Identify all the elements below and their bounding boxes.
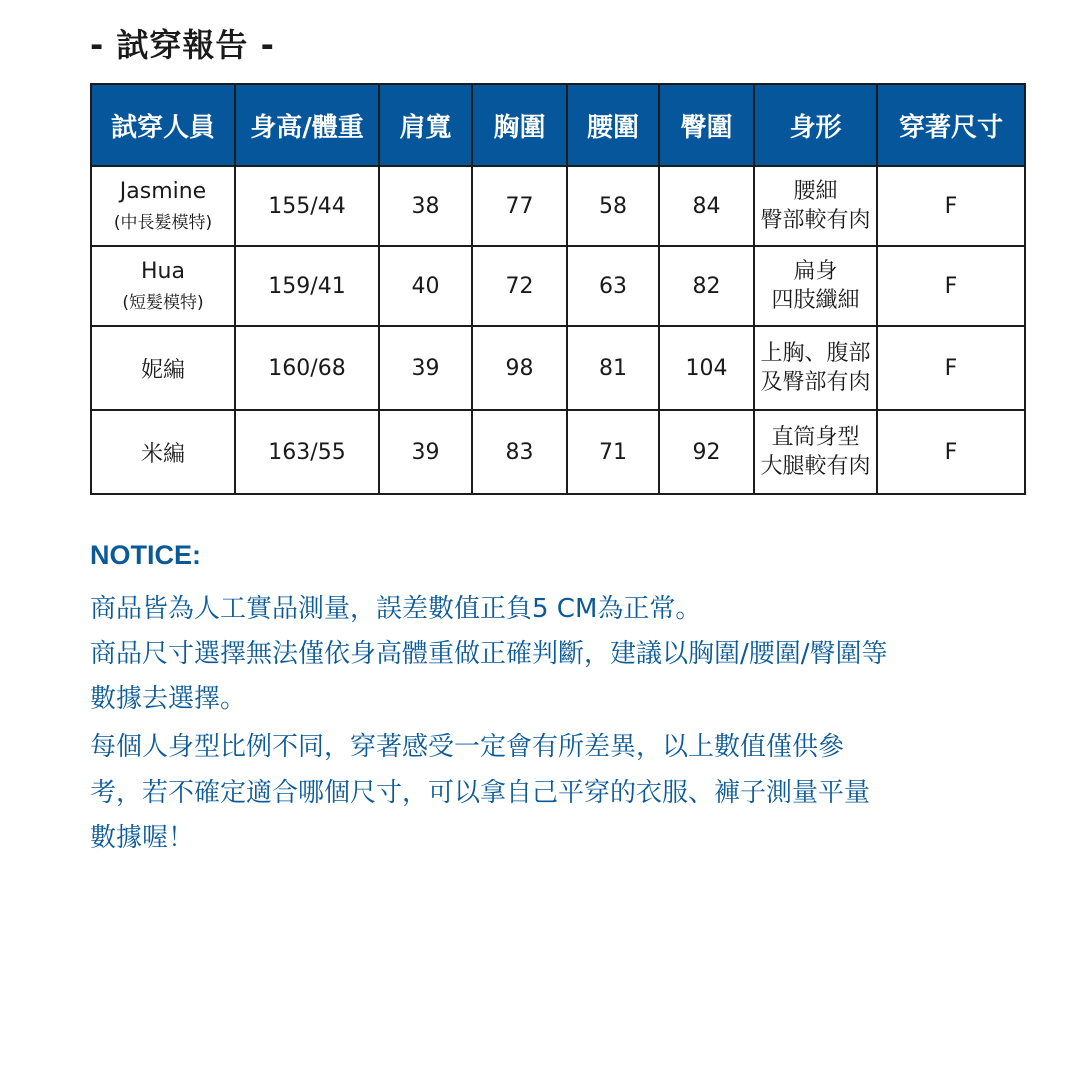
chest-cell: 98 xyxy=(472,326,567,410)
notice-line: 考，若不確定適合哪個尺寸，可以拿自己平穿的衣服、褲子測量平量 xyxy=(90,778,871,808)
waist-cell: 81 xyxy=(567,326,659,410)
body-shape-line: 扁身 xyxy=(793,259,838,284)
table-row xyxy=(91,410,1025,494)
body-shape-line: 腰細 xyxy=(793,179,838,204)
table-row xyxy=(91,166,1025,246)
waist-cell: 63 xyxy=(567,246,659,326)
table-header-row xyxy=(91,84,1025,166)
waist-cell: 58 xyxy=(567,166,659,246)
shoulder-cell: 40 xyxy=(379,246,472,326)
body-shape-line: 四肢纖細 xyxy=(771,288,860,313)
header-tester: 試穿人員 xyxy=(91,84,235,166)
hip-cell: 82 xyxy=(659,246,754,326)
tester-cell xyxy=(91,246,235,326)
header-body-shape: 身形 xyxy=(754,84,877,166)
body-shape-line: 直筒身型 xyxy=(771,425,860,450)
notice-line: 每個人身型比例不同，穿著感受一定會有所差異，以上數值僅供參 xyxy=(90,732,845,762)
header-chest: 胸圍 xyxy=(472,84,567,166)
tester-name: Hua xyxy=(141,259,185,284)
page-title: - 試穿報告 - xyxy=(90,26,275,64)
notice-line: 數據喔！ xyxy=(90,823,195,853)
notice-line: 數據去選擇。 xyxy=(90,684,247,714)
notice-title: NOTICE: xyxy=(90,540,201,570)
hip-cell: 92 xyxy=(659,410,754,494)
shoulder-cell: 38 xyxy=(379,166,472,246)
header-height-weight: 身高/體重 xyxy=(235,84,379,166)
body-shape-line: 大腿較有肉 xyxy=(760,454,871,479)
body-shape-line: 上胸、腹部 xyxy=(760,341,871,366)
body-shape-cell xyxy=(754,166,877,246)
notice-line: 商品皆為人工實品測量，誤差數值正負5 CM為正常。 xyxy=(90,594,702,624)
size-cell: F xyxy=(877,410,1025,494)
hip-cell: 84 xyxy=(659,166,754,246)
tester-cell xyxy=(91,326,235,410)
body-shape-cell xyxy=(754,326,877,410)
height-weight-cell: 160/68 xyxy=(235,326,379,410)
tester-name: 米編 xyxy=(140,441,185,467)
chest-cell: 72 xyxy=(472,246,567,326)
tester-name: Jasmine xyxy=(119,179,207,204)
waist-cell: 71 xyxy=(567,410,659,494)
header-waist: 腰圍 xyxy=(567,84,659,166)
body-shape-cell xyxy=(754,246,877,326)
chest-cell: 77 xyxy=(472,166,567,246)
height-weight-cell: 163/55 xyxy=(235,410,379,494)
size-cell: F xyxy=(877,166,1025,246)
tester-cell xyxy=(91,410,235,494)
height-weight-cell: 155/44 xyxy=(235,166,379,246)
body-shape-line: 臀部較有肉 xyxy=(760,208,871,233)
size-cell: F xyxy=(877,326,1025,410)
tester-cell xyxy=(91,166,235,246)
body-shape-cell xyxy=(754,410,877,494)
table-row xyxy=(91,326,1025,410)
height-weight-cell: 159/41 xyxy=(235,246,379,326)
body-shape-line: 及臀部有肉 xyxy=(760,370,871,395)
tester-note: (中長髮模特) xyxy=(113,213,213,233)
notice-line: 商品尺寸選擇無法僅依身高體重做正確判斷，建議以胸圍/腰圍/臀圍等 xyxy=(90,639,888,669)
tester-name: 妮編 xyxy=(140,357,185,383)
chest-cell: 83 xyxy=(472,410,567,494)
tester-note: (短髮模特) xyxy=(122,293,204,313)
shoulder-cell: 39 xyxy=(379,326,472,410)
table-row xyxy=(91,246,1025,326)
shoulder-cell: 39 xyxy=(379,410,472,494)
hip-cell: 104 xyxy=(659,326,754,410)
header-size-worn: 穿著尺寸 xyxy=(877,84,1025,166)
fitting-report-table xyxy=(90,83,1026,495)
size-cell: F xyxy=(877,246,1025,326)
header-shoulder: 肩寬 xyxy=(379,84,472,166)
header-hip: 臀圍 xyxy=(659,84,754,166)
